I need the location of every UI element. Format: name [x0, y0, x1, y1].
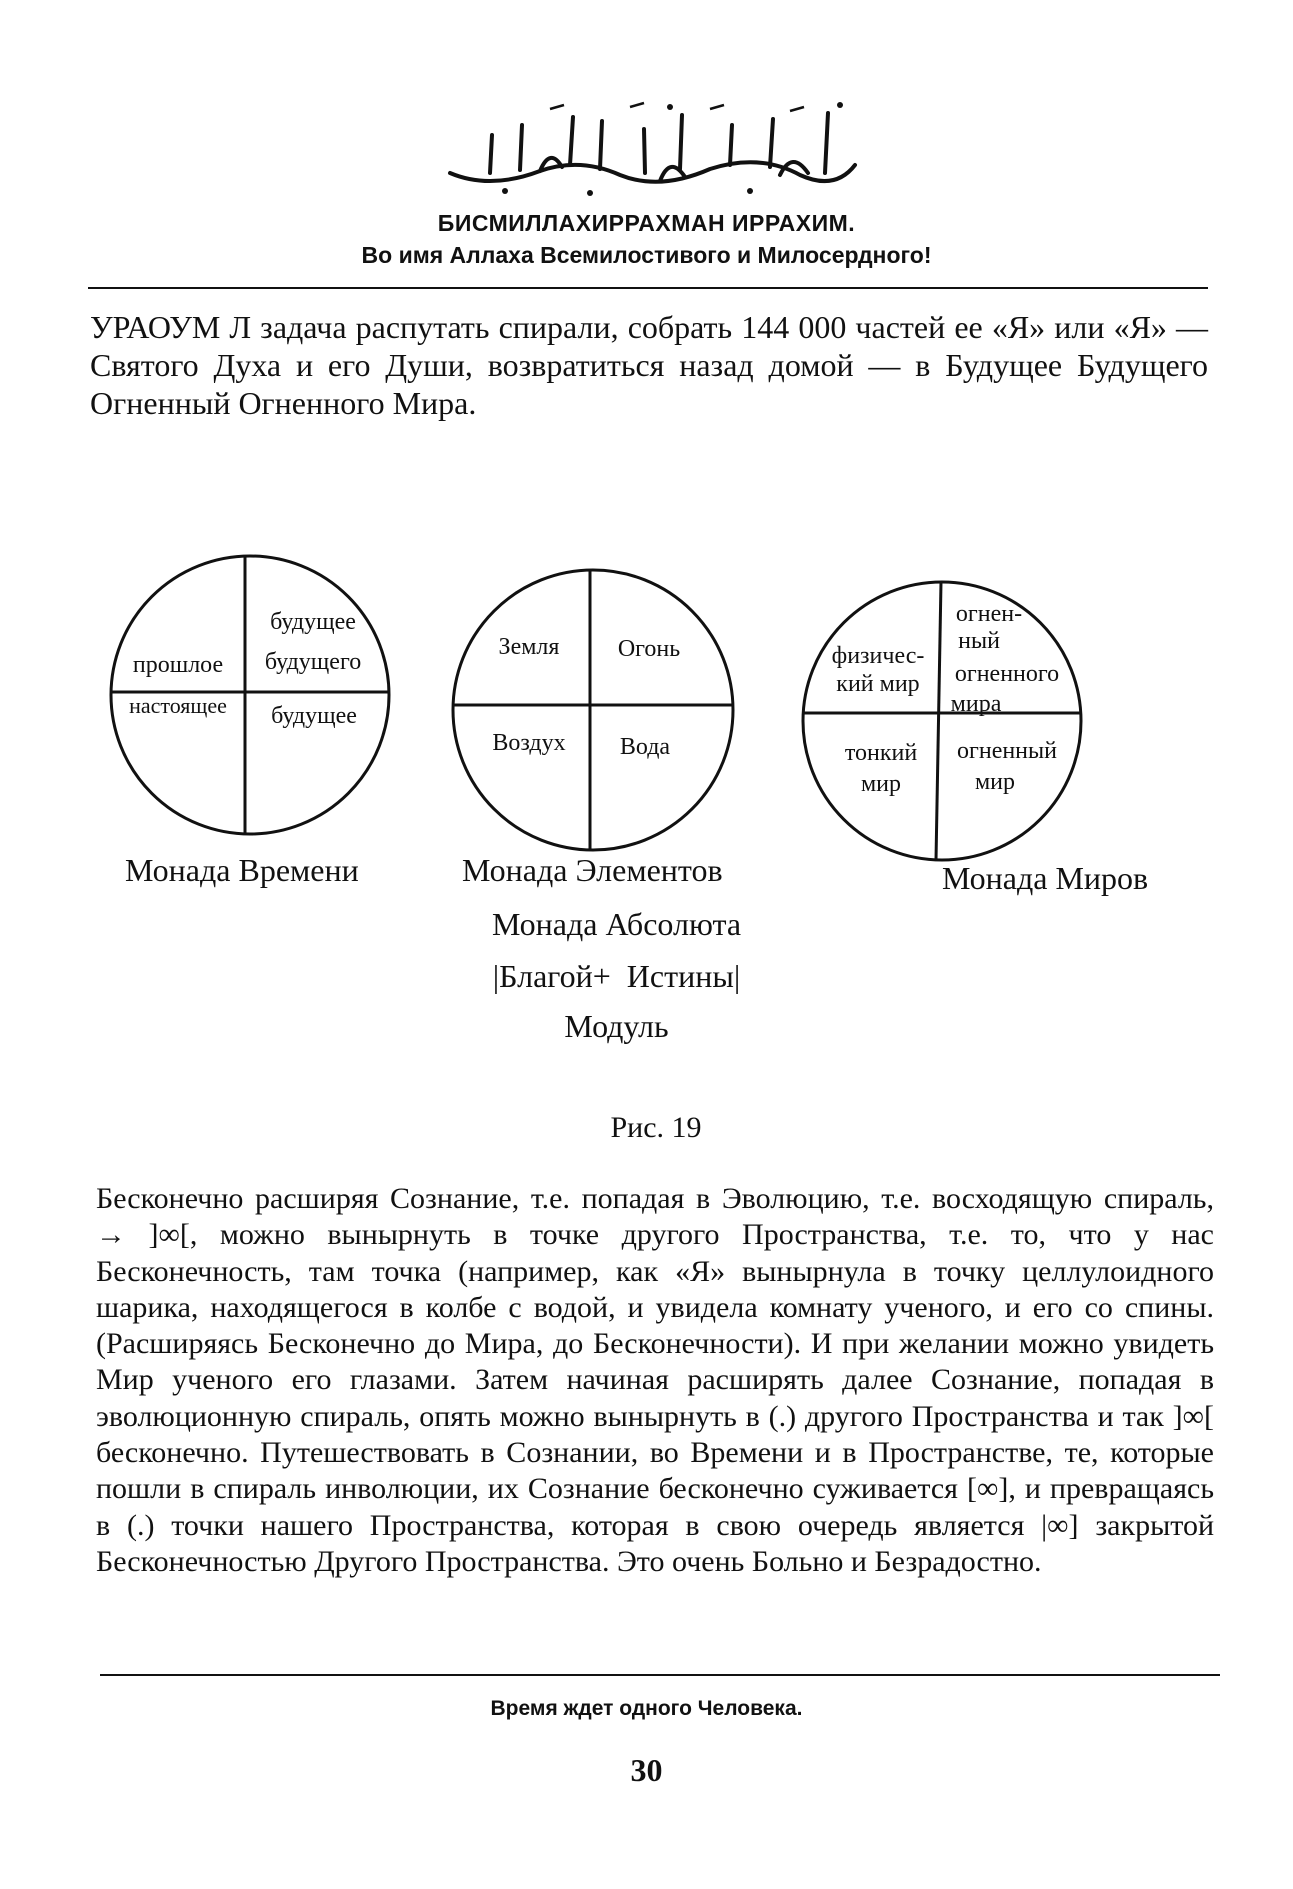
intro-paragraph: УРАОУМ Л задача распутать спирали, собрать 144 000 частей ее «Я» или «Я» — Святого Духа и его Души, возвратиться назад домой — в Будущее Будущего Огненный Огненного Мира.: [90, 309, 1208, 421]
monad-elements-caption: Монада Элементов: [462, 852, 723, 888]
bismillah-calligraphy: [430, 95, 870, 200]
module-label: Модуль: [564, 1008, 669, 1044]
footer-divider: [100, 1674, 1220, 1676]
header-subtitle: Во имя Аллаха Всемилостивого и Милосердного!: [361, 242, 932, 268]
monad-elements-water: Вода: [619, 734, 671, 760]
monad-elements-air: Воздух: [492, 730, 566, 756]
monad-worlds-subtle-line2: мир: [860, 771, 902, 797]
header-divider: [88, 287, 1208, 289]
page-number: 30: [630, 1752, 663, 1788]
monad-worlds-fiery-line3: огненного: [954, 661, 1060, 687]
main-paragraph: Бесконечно расширяя Сознание, т.е. попадая в Эволюцию, т.е. восходящую спираль, → ]∞[, можно вынырнуть в точке другого Пространства, т.е. то, что у нас Бесконечность, там точка (например, как «Я» вынырнула в точку целлулоидного шарика, находящегося в колбе с водой, и увидела комнату ученого, и его со спины. (Расширяясь Бесконечно до Мира, до Бесконечности). И при желании можно увидеть Мир ученого его глазами. Затем начиная расширять далее Сознание, попадая в эволюционную спираль, опять можно вынырнуть в (.) другого Пространства и так ]∞[ бесконечно. Путешествовать в Сознании, во Времени и в Пространстве, те, которые пошли в спираль инволюции, их Сознание бесконечно суживается [∞], и превращаясь в (.) точки нашего Пространства, которая в свою очередь является |∞] закрытой Бесконечностью Другого Пространства. Это очень Больно и Безрадостно.: [96, 1182, 1214, 1578]
footer-tagline: Время ждет одного Человека.: [490, 1697, 803, 1720]
monad-elements-circle: [450, 567, 736, 853]
monad-absolute-formula: |Благой+ Истины|: [492, 958, 741, 994]
monad-elements-fire: Огонь: [617, 636, 681, 662]
monad-time-future: будущее: [271, 703, 357, 729]
monad-time-caption: Монада Времени: [125, 852, 359, 888]
monad-absolute-caption: Монада Абсолюта: [491, 906, 742, 942]
monad-worlds-fiery-world-line1: огненный: [957, 738, 1057, 764]
monad-time-past: прошлое: [132, 652, 224, 678]
monad-elements-earth: Земля: [498, 634, 560, 660]
monad-time-future-line2: будущего: [264, 649, 362, 675]
monad-worlds-fiery-line1: огнен-: [955, 601, 1023, 627]
figure-number: Рис. 19: [610, 1111, 702, 1144]
monad-time-present: настоящее: [129, 693, 227, 718]
monad-worlds-circle: [800, 579, 1084, 863]
monad-time-future-line1: будущее: [270, 609, 356, 635]
monad-worlds-subtle-line1: тонкий: [844, 740, 918, 766]
monad-worlds-fiery-world-line2: мир: [974, 769, 1016, 795]
header-title: БИСМИЛЛАХИРРАХМАН ИРРАХИМ.: [437, 210, 856, 236]
monad-worlds-fiery-line2: ный: [958, 628, 1000, 654]
monad-worlds-physical-line2: кий мир: [836, 671, 920, 697]
monad-worlds-fiery-line4: мира: [950, 691, 1002, 717]
monad-worlds-caption: Монада Миров: [942, 860, 1149, 896]
monad-worlds-physical-line1: физичес-: [831, 643, 925, 669]
